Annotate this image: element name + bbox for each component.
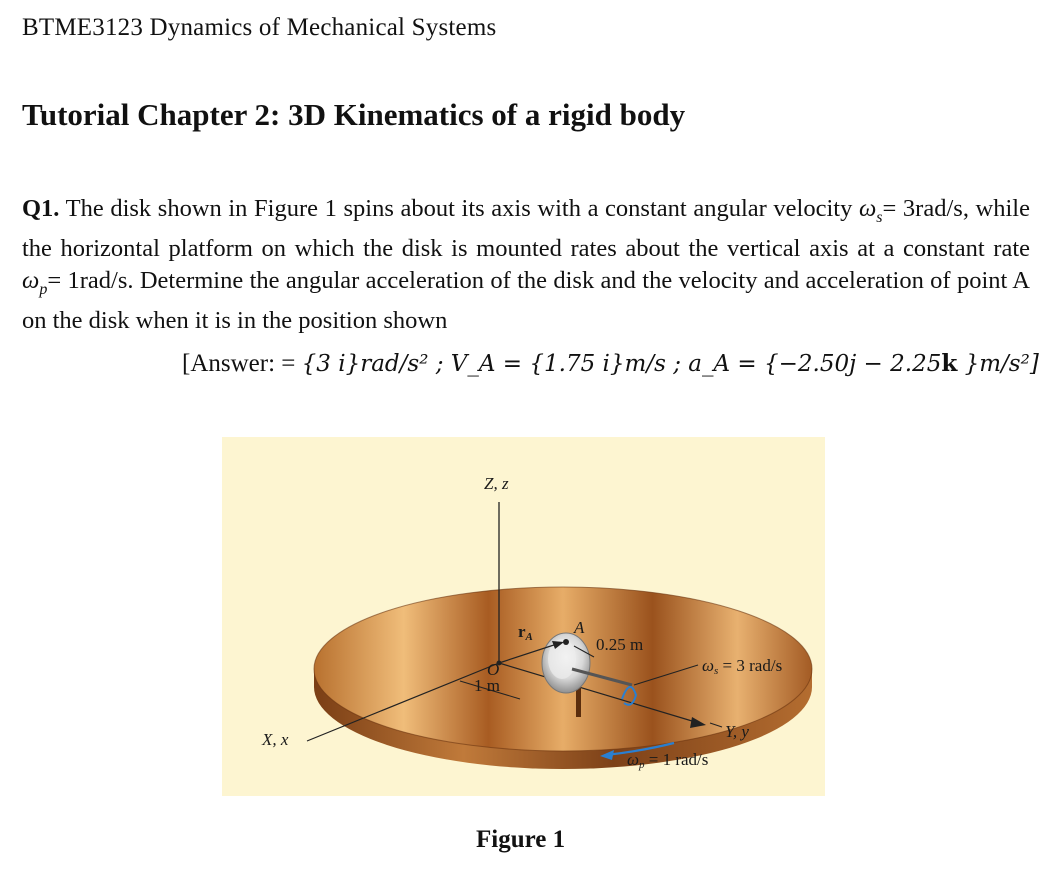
- omega-s-label: ωs = 3 rad/s: [702, 656, 783, 677]
- answer-aa-k: k: [941, 350, 958, 377]
- ra-label: rA: [518, 622, 533, 643]
- answer-alpha: {3 i}rad/s² ;: [301, 351, 451, 377]
- answer-aa-suffix: }m/s²]: [957, 351, 1039, 377]
- z-axis-label: Z, z: [484, 474, 509, 493]
- question-1: [22, 193, 1030, 337]
- chapter-title: Tutorial Chapter 2: 3D Kinematics of a rigid body: [22, 97, 686, 132]
- dimension-1m: 1 m: [474, 676, 500, 695]
- omega-p-sub: p: [39, 280, 48, 298]
- omega-p-symbol: ω: [22, 266, 40, 294]
- omega-p-value: = 1rad/s: [47, 266, 128, 294]
- question-number: Q1.: [22, 195, 60, 222]
- y-axis-label: Y, y: [725, 722, 749, 741]
- omega-p-label: ωp = 1 rad/s: [627, 750, 709, 771]
- question-text-2: , while the horizontal platform on which the disk is mounted rates about the vertical axis at a constant rate: [22, 195, 1030, 263]
- answer-va: V_A = {1.75 i}m/s ;: [450, 351, 689, 377]
- omega-s-sub: s: [876, 208, 883, 226]
- point-a: [563, 639, 569, 645]
- omega-s-value: = 3rad/s: [882, 195, 963, 222]
- origin-label: O: [487, 660, 500, 679]
- omega-s-symbol: ω: [858, 195, 877, 222]
- figure-caption: Figure 1: [476, 826, 566, 853]
- answer-aa-prefix: a_A = {−2.50j − 2.25: [688, 351, 942, 377]
- course-title: BTME3123 Dynamics of Mechanical Systems: [22, 14, 497, 41]
- question-text-1: The disk shown in Figure 1 spins about its axis with a constant angular velocity: [59, 195, 859, 222]
- x-axis-label: X, x: [262, 730, 289, 749]
- dimension-025m: 0.25 m: [596, 635, 644, 654]
- figure-1: [222, 437, 825, 796]
- figure-1-diagram: [222, 437, 825, 796]
- point-a-label: A: [574, 618, 585, 637]
- question-text-3: . Determine the angular acceleration of the disk and the velocity and acceleration of point A on the disk when it is in the position shown: [22, 266, 1030, 335]
- answer-label: [Answer: =: [182, 350, 302, 377]
- answer-line: [182, 350, 1039, 378]
